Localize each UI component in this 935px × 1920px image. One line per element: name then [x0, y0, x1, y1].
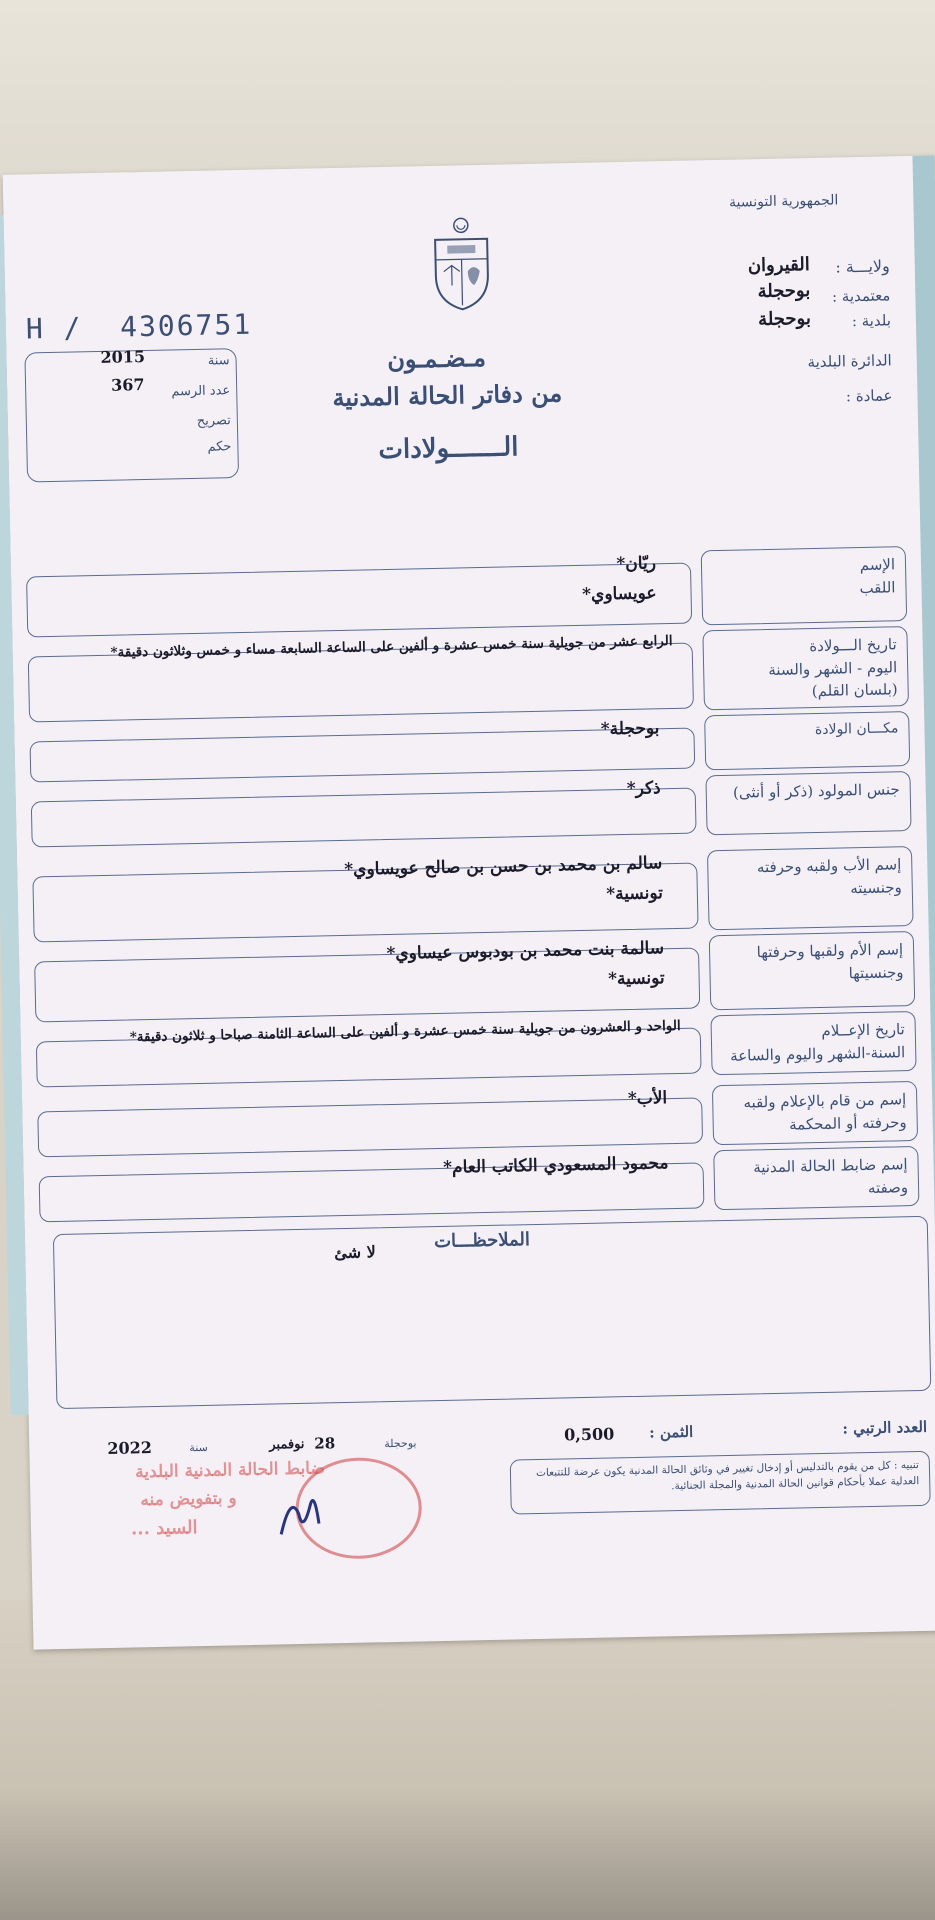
field-value-9-1: محمود المسعودي الكاتب العام* — [442, 1153, 669, 1178]
field-value-4-1: ذكر* — [626, 778, 661, 799]
field-value-5-1: سالم بن محمد بن حسن بن صالح عويساوي* — [344, 853, 663, 880]
field-value-1-1: ريّان* — [616, 553, 657, 575]
field-label-3: مكـــان الولادة — [704, 711, 910, 770]
field-value-8-1: الأب* — [627, 1088, 668, 1110]
omda-label: عمادة : — [845, 386, 893, 406]
declaration-label: تصريح — [196, 413, 232, 429]
municipality-label: بلدية : — [851, 311, 892, 331]
record-label: عدد الرسم — [171, 383, 231, 400]
field-label-6: إسم الأم ولقبها وحرفتها وجنسيتها — [709, 931, 916, 1010]
judgment-label: حكم — [207, 439, 232, 455]
legal-notice: تنبيه : كل من يقوم بالتدليس أو إدخال تغيير في وثائق الحالة المدنية يكون عرضة للتتبعات العدلية عملا بأحكام قوانين الحالة المدنية والمجلة الجنائية. — [535, 1459, 920, 1492]
governorate-label: ولايـــة : — [835, 256, 890, 277]
title-line-2: من دفاتر الحالة المدنية — [332, 378, 563, 413]
price-value: 0,500 — [563, 1424, 615, 1445]
footer-year-value: 2022 — [107, 1438, 153, 1459]
birth-certificate-page — [3, 155, 935, 1649]
signature-icon — [270, 1483, 331, 1544]
governorate-value: القيروان — [747, 254, 810, 277]
year-value: 2015 — [100, 346, 146, 367]
remarks-value: لا شئ — [334, 1242, 376, 1263]
municipal-district-label: الدائرة البلدية — [807, 351, 892, 372]
field-value-box-8 — [37, 1097, 703, 1157]
delegation-value: بوحجلة — [757, 280, 811, 303]
field-value-3-1: بوحجلة* — [600, 718, 660, 740]
remarks-box — [53, 1216, 931, 1409]
title-line-3: الـــــــولادات — [378, 432, 519, 466]
price-label: الثمن : — [648, 1422, 694, 1442]
field-value-box-3 — [30, 728, 696, 783]
footer-date-month: نوفمبر — [269, 1436, 305, 1453]
municipality-value: بوحجلة — [757, 308, 812, 331]
field-label-7: تاريخ الإعــلام السنة-الشهر واليوم والساعة — [710, 1011, 916, 1075]
year-label: سنة — [207, 353, 230, 369]
footer-year-label: سنة — [189, 1440, 208, 1455]
field-label-1: الإسم اللقب — [701, 546, 908, 625]
serial-number-label: العدد الرتبي : — [842, 1417, 928, 1438]
tunisia-coat-of-arms-icon — [429, 215, 495, 312]
field-value-2-1: الرابع عشر من جويلية سنة خمس عشرة و ألفين على الساعة السابعة مساء و خمس وثلاثون دقيقة* — [110, 632, 673, 661]
field-label-9: إسم ضابط الحالة المدنية وصفته — [713, 1146, 919, 1210]
remarks-label: الملاحظـــات — [433, 1229, 531, 1253]
stamp-line-2: و بتفويض منه — [140, 1488, 237, 1511]
field-value-6-2: تونسية* — [607, 968, 665, 990]
field-label-8: إسم من قام بالإعلام ولقبه وحرفته أو المحكمة — [712, 1081, 918, 1145]
field-value-1-2: عويساوي* — [581, 583, 657, 605]
field-label-2: تاريخ الـــولادة اليوم - الشهر والسنة (بلسان القلم) — [702, 626, 909, 710]
field-value-box-4 — [31, 788, 697, 848]
field-label-5: إسم الأب ولقبه وحرفته وجنسيته — [707, 846, 914, 930]
stamp-line-1: ضابط الحالة المدنية البلدية — [134, 1458, 326, 1483]
stamp-line-3: السيد ... — [130, 1517, 198, 1540]
footer-place: بوحجلة — [384, 1436, 417, 1451]
record-value: 367 — [110, 374, 145, 395]
field-value-5-2: تونسية* — [606, 883, 664, 905]
serial-number: H / 4306751 — [25, 307, 253, 346]
field-value-7-1: الواحد و العشرون من جويلية سنة خمس عشرة و ألفين على الساعة الثامنة صباحا و ثلاثون دقيقة* — [129, 1017, 681, 1046]
field-label-4: جنس المولود (ذكر أو أنثى) — [705, 771, 911, 835]
delegation-label: معتمدية : — [831, 286, 891, 306]
reference-box — [24, 348, 239, 482]
field-value-6-1: سالمة بنت محمد بن بودبوس عيساوي* — [386, 938, 665, 965]
background-bottom — [0, 1600, 935, 1920]
footer-date-day: 28 — [314, 1434, 336, 1453]
legal-notice-box — [510, 1451, 931, 1515]
title-line-1: مـضـمـون — [386, 342, 487, 374]
republic-heading: الجمهورية التونسية — [728, 192, 839, 211]
